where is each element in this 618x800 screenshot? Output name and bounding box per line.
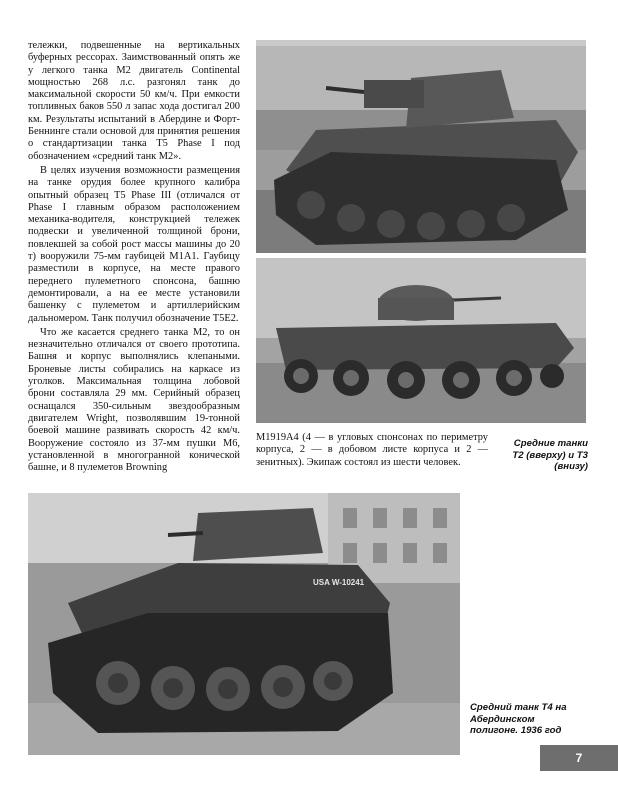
continuation-text: M1919A4 (4 — в угловых спонсонах по периметру корпуса, 2 — в добовом листе корпуса и 2 — зенитных). Экипаж состоял из шести человек. [256,432,488,468]
caption-top-photos: Средние танки T2 (вверху) и T3 (внизу) [512,438,588,472]
photo-tank-t4 [28,493,460,755]
paragraph-3: Что же касается среднего танка M2, то он незначительно отличался от своего прототипа. Башня и корпус выполнялись клепаными. Броневые листы собирались на каркасе из уголков. Максимальная толщина лобовой брони составляла 29 мм. Серийный образец оснащался 350-сильным звездообразным двигателем Wright, позволявшим 19-тонной боевой машине развивать скорость 42 км/ч. Вооружение состояло из 37-мм пушки M6, установленной в многогранной конической башне, и 8 пулеметов Browning [28,326,240,474]
photo-tank-t3 [256,258,586,423]
page-number: 7 [540,745,618,771]
paragraph-2: В целях изучения возможности размещения на танке орудия более крупного калибра опытный образец T5 Phase III (отличался от Phase I главным образом расположением механика-водителя, конструкцией тележек подвески и увеличенной толщиной брони, повлекшей за собой рост массы машины до 20 т) вооружили 75-мм гаубицей M1A1. Гаубицу разместили в корпусе, на месте правого переднего пулеметного спонсона, башню демонтировали, а на ее месте установили башенку с пулеметом и артиллерийским дальномером. Танк получил обозначение T5E2. [28,164,240,324]
main-text-column [28,40,240,476]
photo-tank-t2 [256,40,586,253]
caption-bottom-photo: Средний танк T4 на Абердинском полигоне. 1936 год [470,702,567,736]
hull-marking: USA W-10241 [313,578,365,587]
paragraph-1: тележки, подвешенные на вертикальных буферных рессорах. Заимствованный опять же у легкого танка M2 двигатель Continental мощностью 268 л.с. разгонял танк до максимальной скорости 50 км/ч. При емкости топливных баков 550 л запас хода достигал 200 км. Результаты испытаний в Абердине и Форт-Беннинге стали основой для принятия решения о стандартизации танка T5 Phase I под обозначением «средний танк M2». [28,40,240,162]
